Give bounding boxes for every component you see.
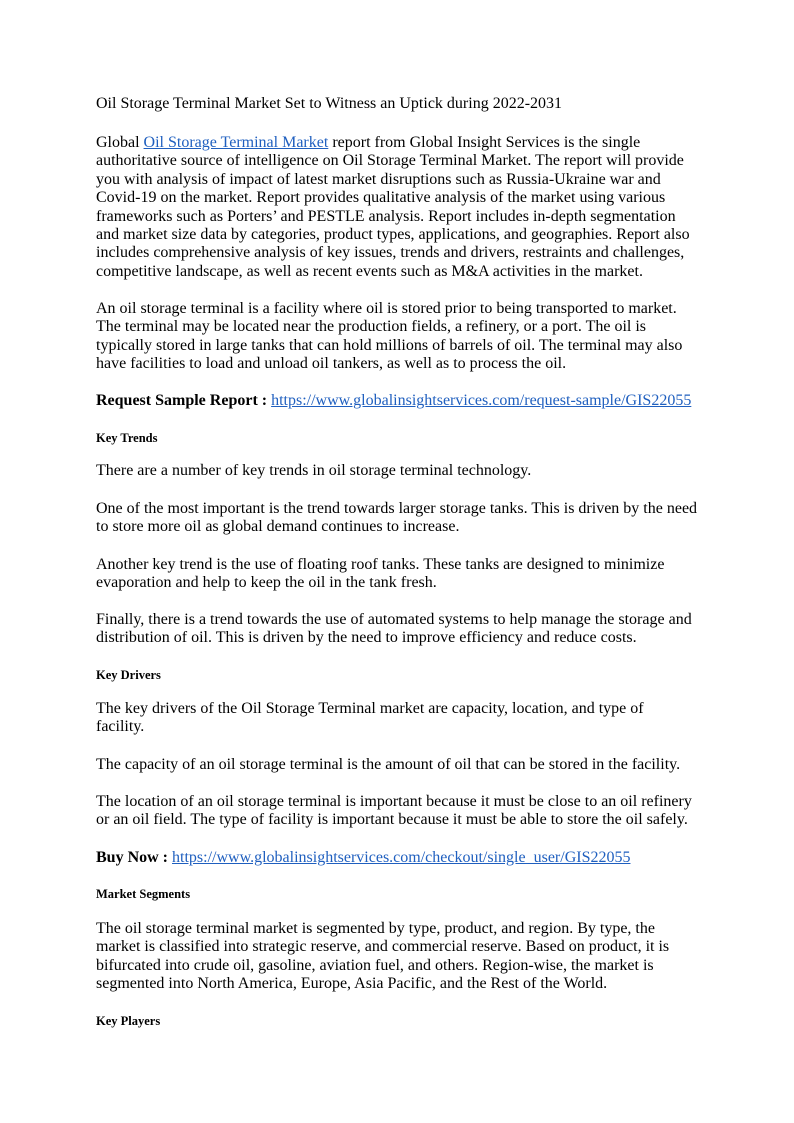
text-line: One of the most important is the trend towards larger storage tanks. This is driven by the need	[96, 500, 698, 517]
text-line: There are a number of key trends in oil storage terminal technology.	[96, 462, 532, 479]
text-line: The oil storage terminal market is segmented by type, product, and region. By type, the	[96, 920, 655, 937]
text-line: The terminal may be located near the production fields, a refinery, or a port. The oil is	[96, 318, 647, 336]
text-line: evaporation and help to keep the oil in the tank fresh.	[96, 574, 437, 592]
definition-paragraph	[96, 300, 716, 374]
text-line: you with analysis of impact of latest market disruptions such as Russia-Ukraine war and	[96, 170, 661, 188]
paragraph	[96, 611, 716, 648]
buy-now	[96, 849, 716, 867]
paragraph	[96, 756, 716, 774]
intro-rest: report from Global Insight Services is the single	[328, 134, 641, 151]
text-line: typically stored in large tanks that can hold millions of barrels of oil. The terminal may also	[96, 336, 683, 354]
text-line: includes comprehensive analysis of key issues, trends and drivers, restraints and challenges,	[96, 244, 685, 262]
intro-paragraph	[96, 134, 716, 281]
text-line: segmented into North America, Europe, Asia Pacific, and the Rest of the World.	[96, 975, 608, 993]
text-line: market is classified into strategic reserve, and commercial reserve. Based on product, it is	[96, 938, 670, 956]
key-players-heading: Key Players	[96, 1014, 161, 1028]
text-line: frameworks such as Porters’ and PESTLE analysis. Report includes in-depth segmentation	[96, 207, 676, 225]
buy-now-link[interactable]: https://www.globalinsightservices.com/checkout/single_user/GIS22055	[172, 849, 631, 866]
text-line: have facilities to load and unload oil tankers, as well as to process the oil.	[96, 355, 567, 373]
text-line: to store more oil as global demand continues to increase.	[96, 518, 460, 536]
text-line: The location of an oil storage terminal is important because it must be close to an oil refinery	[96, 793, 692, 810]
market-link[interactable]: Oil Storage Terminal Market	[143, 134, 329, 151]
market-segments-heading: Market Segments	[96, 887, 191, 901]
buy-label: Buy Now :	[96, 849, 173, 866]
paragraph	[96, 793, 716, 830]
segments-paragraph	[96, 920, 716, 994]
paragraph	[96, 700, 716, 737]
key-trends-heading: Key Trends	[96, 431, 158, 445]
request-sample-link[interactable]: https://www.globalinsightservices.com/request-sample/GIS22055	[271, 392, 692, 409]
text-line: or an oil field. The type of facility is important because it must be able to store the oil safely.	[96, 811, 688, 829]
text-line: The key drivers of the Oil Storage Terminal market are capacity, location, and type of	[96, 700, 644, 717]
paragraph	[96, 500, 716, 537]
paragraph	[96, 462, 716, 480]
text-line: An oil storage terminal is a facility where oil is stored prior to being transported to market.	[96, 300, 677, 317]
request-sample	[96, 392, 716, 410]
text-line: bifurcated into crude oil, gasoline, aviation fuel, and others. Region-wise, the market is	[96, 956, 654, 974]
request-label: Request Sample Report :	[96, 392, 272, 409]
intro-prefix: Global	[96, 134, 144, 151]
text-line: competitive landscape, as well as recent events such as M&A activities in the market.	[96, 262, 643, 280]
text-line: facility.	[96, 718, 145, 736]
text-line: and market size data by categories, product types, applications, and geographies. Report also	[96, 226, 690, 244]
key-drivers-heading: Key Drivers	[96, 668, 161, 682]
text-line: distribution of oil. This is driven by the need to improve efficiency and reduce costs.	[96, 629, 637, 647]
text-line: authoritative source of intelligence on Oil Storage Terminal Market. The report will provide	[96, 152, 684, 170]
document-title: Oil Storage Terminal Market Set to Witness an Uptick during 2022-2031	[96, 95, 563, 112]
text-line: The capacity of an oil storage terminal is the amount of oil that can be stored in the facility.	[96, 756, 681, 773]
text-line: Covid-19 on the market. Report provides qualitative analysis of the market using various	[96, 189, 666, 207]
text-line: Finally, there is a trend towards the use of automated systems to help manage the storage and	[96, 611, 692, 628]
text-line: Another key trend is the use of floating roof tanks. These tanks are designed to minimize	[96, 556, 665, 573]
paragraph	[96, 556, 716, 593]
